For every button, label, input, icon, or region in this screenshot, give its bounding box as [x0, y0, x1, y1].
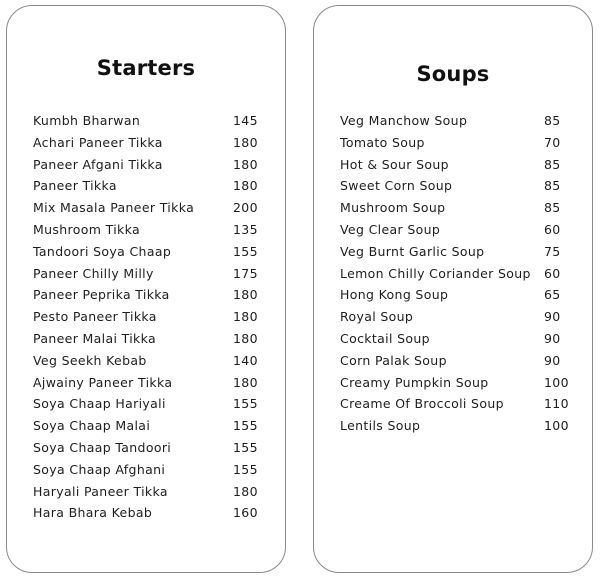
menu-item	[7, 306, 285, 328]
menu-item	[314, 350, 592, 372]
menu-item-name: Paneer Tikka	[33, 178, 117, 194]
soups-title: Soups	[416, 62, 490, 86]
starters-list	[7, 110, 285, 524]
menu-item-name: Veg Seekh Kebab	[33, 352, 147, 368]
menu-item	[7, 241, 285, 263]
menu-item	[314, 263, 592, 285]
menu-item-price: 85	[544, 156, 561, 172]
soups-card	[313, 5, 593, 573]
menu-item	[314, 175, 592, 197]
menu-item-name: Soya Chaap Afghani	[33, 461, 166, 477]
menu-item	[314, 154, 592, 176]
menu-item-price: 90	[544, 309, 561, 325]
menu-item-name: Creamy Pumpkin Soup	[340, 374, 489, 390]
menu-item	[7, 350, 285, 372]
menu-item-price: 100	[544, 418, 569, 434]
menu-item-name: Hong Kong Soup	[340, 287, 449, 303]
menu-item-name: Lemon Chilly Coriander Soup	[340, 265, 531, 281]
menu-item-price: 160	[233, 505, 258, 521]
menu-item-name: Paneer Malai Tikka	[33, 330, 157, 346]
menu-item-name: Paneer Chilly Milly	[33, 265, 154, 281]
menu-item	[7, 437, 285, 459]
menu-item	[7, 459, 285, 481]
menu-item	[314, 219, 592, 241]
menu-item-price: 65	[544, 287, 561, 303]
menu-item-name: Sweet Corn Soup	[340, 178, 453, 194]
menu-item-name: Kumbh Bharwan	[33, 113, 141, 128]
menu-item-name: Lentils Soup	[340, 418, 421, 434]
menu-item-price: 180	[233, 330, 258, 346]
menu-item	[7, 110, 285, 132]
menu-item-name: Soya Chaap Malai	[33, 418, 151, 434]
menu-item	[7, 481, 285, 503]
menu-item	[7, 328, 285, 350]
menu-item	[7, 502, 285, 524]
menu-item	[7, 415, 285, 437]
menu-item-price: 60	[544, 221, 561, 237]
menu-item-name: Tomato Soup	[340, 134, 425, 150]
menu-item	[7, 263, 285, 285]
menu-item-price: 85	[544, 200, 561, 216]
menu-item-price: 180	[233, 156, 258, 172]
menu-item-name: Paneer Afgani Tikka	[33, 156, 163, 172]
menu-item-name: Royal Soup	[340, 309, 414, 325]
menu-item-price: 180	[233, 309, 258, 325]
menu-item-price: 180	[233, 178, 258, 194]
menu-item-price: 70	[544, 134, 561, 150]
menu-item-name: Paneer Peprika Tikka	[33, 287, 170, 303]
menu-item-price: 90	[544, 330, 561, 346]
menu-item	[7, 175, 285, 197]
menu-item-name: Hot & Sour Soup	[340, 156, 449, 172]
menu-item	[314, 372, 592, 394]
menu-item-price: 155	[233, 439, 258, 455]
menu-item	[314, 132, 592, 154]
menu-item-name: Pesto Paneer Tikka	[33, 309, 157, 325]
menu-item-price: 85	[544, 178, 561, 194]
menu-item	[314, 328, 592, 350]
menu-item-price: 135	[233, 221, 258, 237]
menu-item-name: Mushroom Soup	[340, 200, 446, 216]
menu-item-name: Tandoori Soya Chaap	[33, 243, 172, 259]
menu-item	[314, 110, 592, 132]
menu-item-price: 180	[233, 134, 258, 150]
menu-item	[314, 241, 592, 263]
menu-item-name: Mushroom Tikka	[33, 221, 140, 237]
menu-item	[7, 197, 285, 219]
menu-item-price: 180	[233, 483, 258, 499]
menu-item-name: Creame Of Broccoli Soup	[340, 396, 504, 412]
menu-item-name: Soya Chaap Tandoori	[33, 439, 172, 455]
menu-item-name: Veg Clear Soup	[340, 221, 441, 237]
menu-item-price: 100	[544, 374, 569, 390]
starters-card	[6, 5, 286, 573]
menu-item-name: Mix Masala Paneer Tikka	[33, 200, 195, 216]
menu-item-name: Ajwainy Paneer Tikka	[33, 374, 173, 390]
menu-item-name: Achari Paneer Tikka	[33, 134, 163, 150]
menu-item-price: 180	[233, 287, 258, 303]
menu-item-price: 145	[233, 113, 258, 128]
menu-item	[314, 415, 592, 437]
menu-item-price: 175	[233, 265, 258, 281]
menu-item-name: Hara Bhara Kebab	[33, 505, 153, 521]
menu-item-name: Corn Palak Soup	[340, 352, 447, 368]
menu-item-name: Cocktail Soup	[340, 330, 430, 346]
menu-item	[314, 284, 592, 306]
menu-item-price: 180	[233, 374, 258, 390]
menu-item	[7, 219, 285, 241]
menu-item-price: 90	[544, 352, 561, 368]
menu-item-name: Veg Manchow Soup	[340, 113, 468, 128]
menu-item-price: 110	[544, 396, 569, 412]
menu-item	[314, 393, 592, 415]
menu-item	[7, 284, 285, 306]
menu-item-price: 155	[233, 461, 258, 477]
menu-item-price: 140	[233, 352, 258, 368]
menu-item-name: Soya Chaap Hariyali	[33, 396, 166, 412]
menu-item-name: Veg Burnt Garlic Soup	[340, 243, 485, 259]
menu-item-price: 60	[544, 265, 561, 281]
menu-item	[7, 154, 285, 176]
menu-item-price: 155	[233, 396, 258, 412]
menu-item	[7, 393, 285, 415]
menu-item-price: 75	[544, 243, 561, 259]
menu-item	[314, 306, 592, 328]
menu-item	[314, 197, 592, 219]
menu-item	[7, 132, 285, 154]
menu-item-price: 155	[233, 243, 258, 259]
starters-title: Starters	[96, 56, 196, 80]
menu-item-name: Haryali Paneer Tikka	[33, 483, 168, 499]
menu-item-price: 85	[544, 113, 561, 128]
menu-item-price: 200	[233, 200, 258, 216]
menu-item	[7, 372, 285, 394]
menu-item-price: 155	[233, 418, 258, 434]
soups-list	[314, 110, 592, 437]
